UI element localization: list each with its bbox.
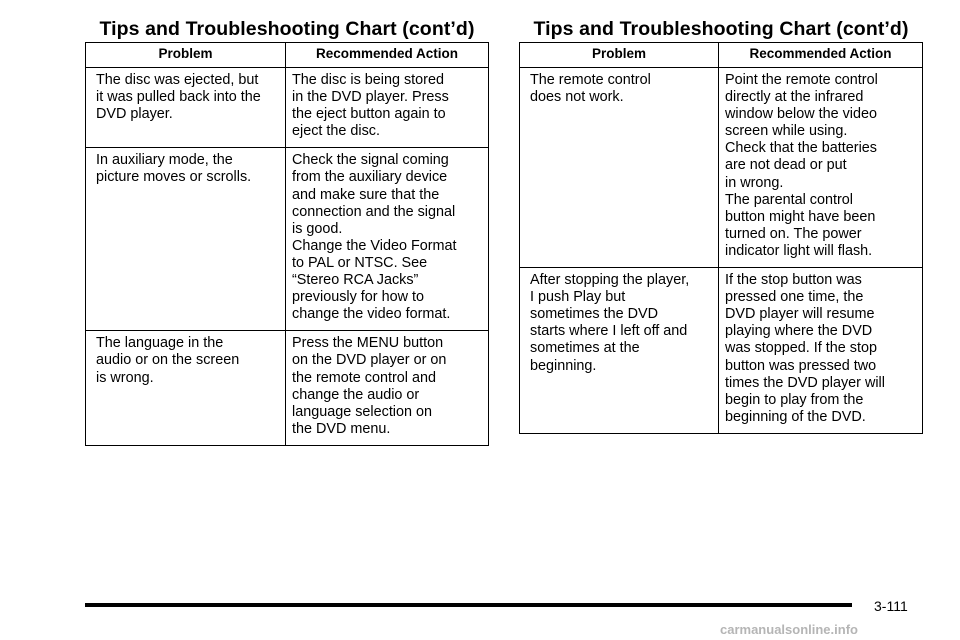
header-recommended-action: Recommended Action: [719, 43, 923, 68]
left-chart-title: Tips and Troubleshooting Chart (cont’d): [99, 18, 475, 40]
table-header-row: [86, 43, 489, 68]
watermark: carmanualsonline.info: [720, 622, 858, 637]
problem-cell: After stopping the player, I push Play but sometimes the DVD starts where I left off and sometimes at the beginning.: [520, 268, 719, 434]
action-cell: Check the signal coming from the auxiliary device and make sure that the connection and the signal is good. Change the Video Format to PAL or NTSC. See “Stereo RCA Jacks” previously for how to change the video format.: [286, 148, 489, 331]
footer-rule: [85, 603, 852, 607]
table-row: [86, 148, 489, 331]
problem-cell: In auxiliary mode, the picture moves or scrolls.: [86, 148, 286, 331]
left-column: [85, 18, 489, 446]
table-row: [86, 331, 489, 446]
action-cell: The disc is being stored in the DVD player. Press the eject button again to eject the disc.: [286, 68, 489, 148]
action-cell: Point the remote control directly at the infrared window below the video screen while using. Check that the batteries are not dead or put in wrong. The parental control button might have been turned on. The power indicator light will flash.: [719, 68, 923, 268]
action-cell: If the stop button was pressed one time, the DVD player will resume playing where the DVD was stopped. If the stop button was pressed two times the DVD player will begin to play from the beginning of the DVD.: [719, 268, 923, 434]
table-row: [520, 268, 923, 434]
left-troubleshooting-table: [85, 42, 489, 446]
header-problem: Problem: [86, 43, 286, 68]
right-column: [519, 18, 923, 434]
table-row: [520, 68, 923, 268]
table-header-row: [520, 43, 923, 68]
problem-cell: The remote control does not work.: [520, 68, 719, 268]
header-recommended-action: Recommended Action: [286, 43, 489, 68]
problem-cell: The disc was ejected, but it was pulled back into the DVD player.: [86, 68, 286, 148]
page-number: 3-111: [874, 598, 908, 614]
problem-cell: The language in the audio or on the screen is wrong.: [86, 331, 286, 446]
header-problem: Problem: [520, 43, 719, 68]
right-chart-title: Tips and Troubleshooting Chart (cont’d): [533, 18, 909, 40]
action-cell: Press the MENU button on the DVD player or on the remote control and change the audio or language selection on the DVD menu.: [286, 331, 489, 446]
right-troubleshooting-table: [519, 42, 923, 434]
table-row: [86, 68, 489, 148]
